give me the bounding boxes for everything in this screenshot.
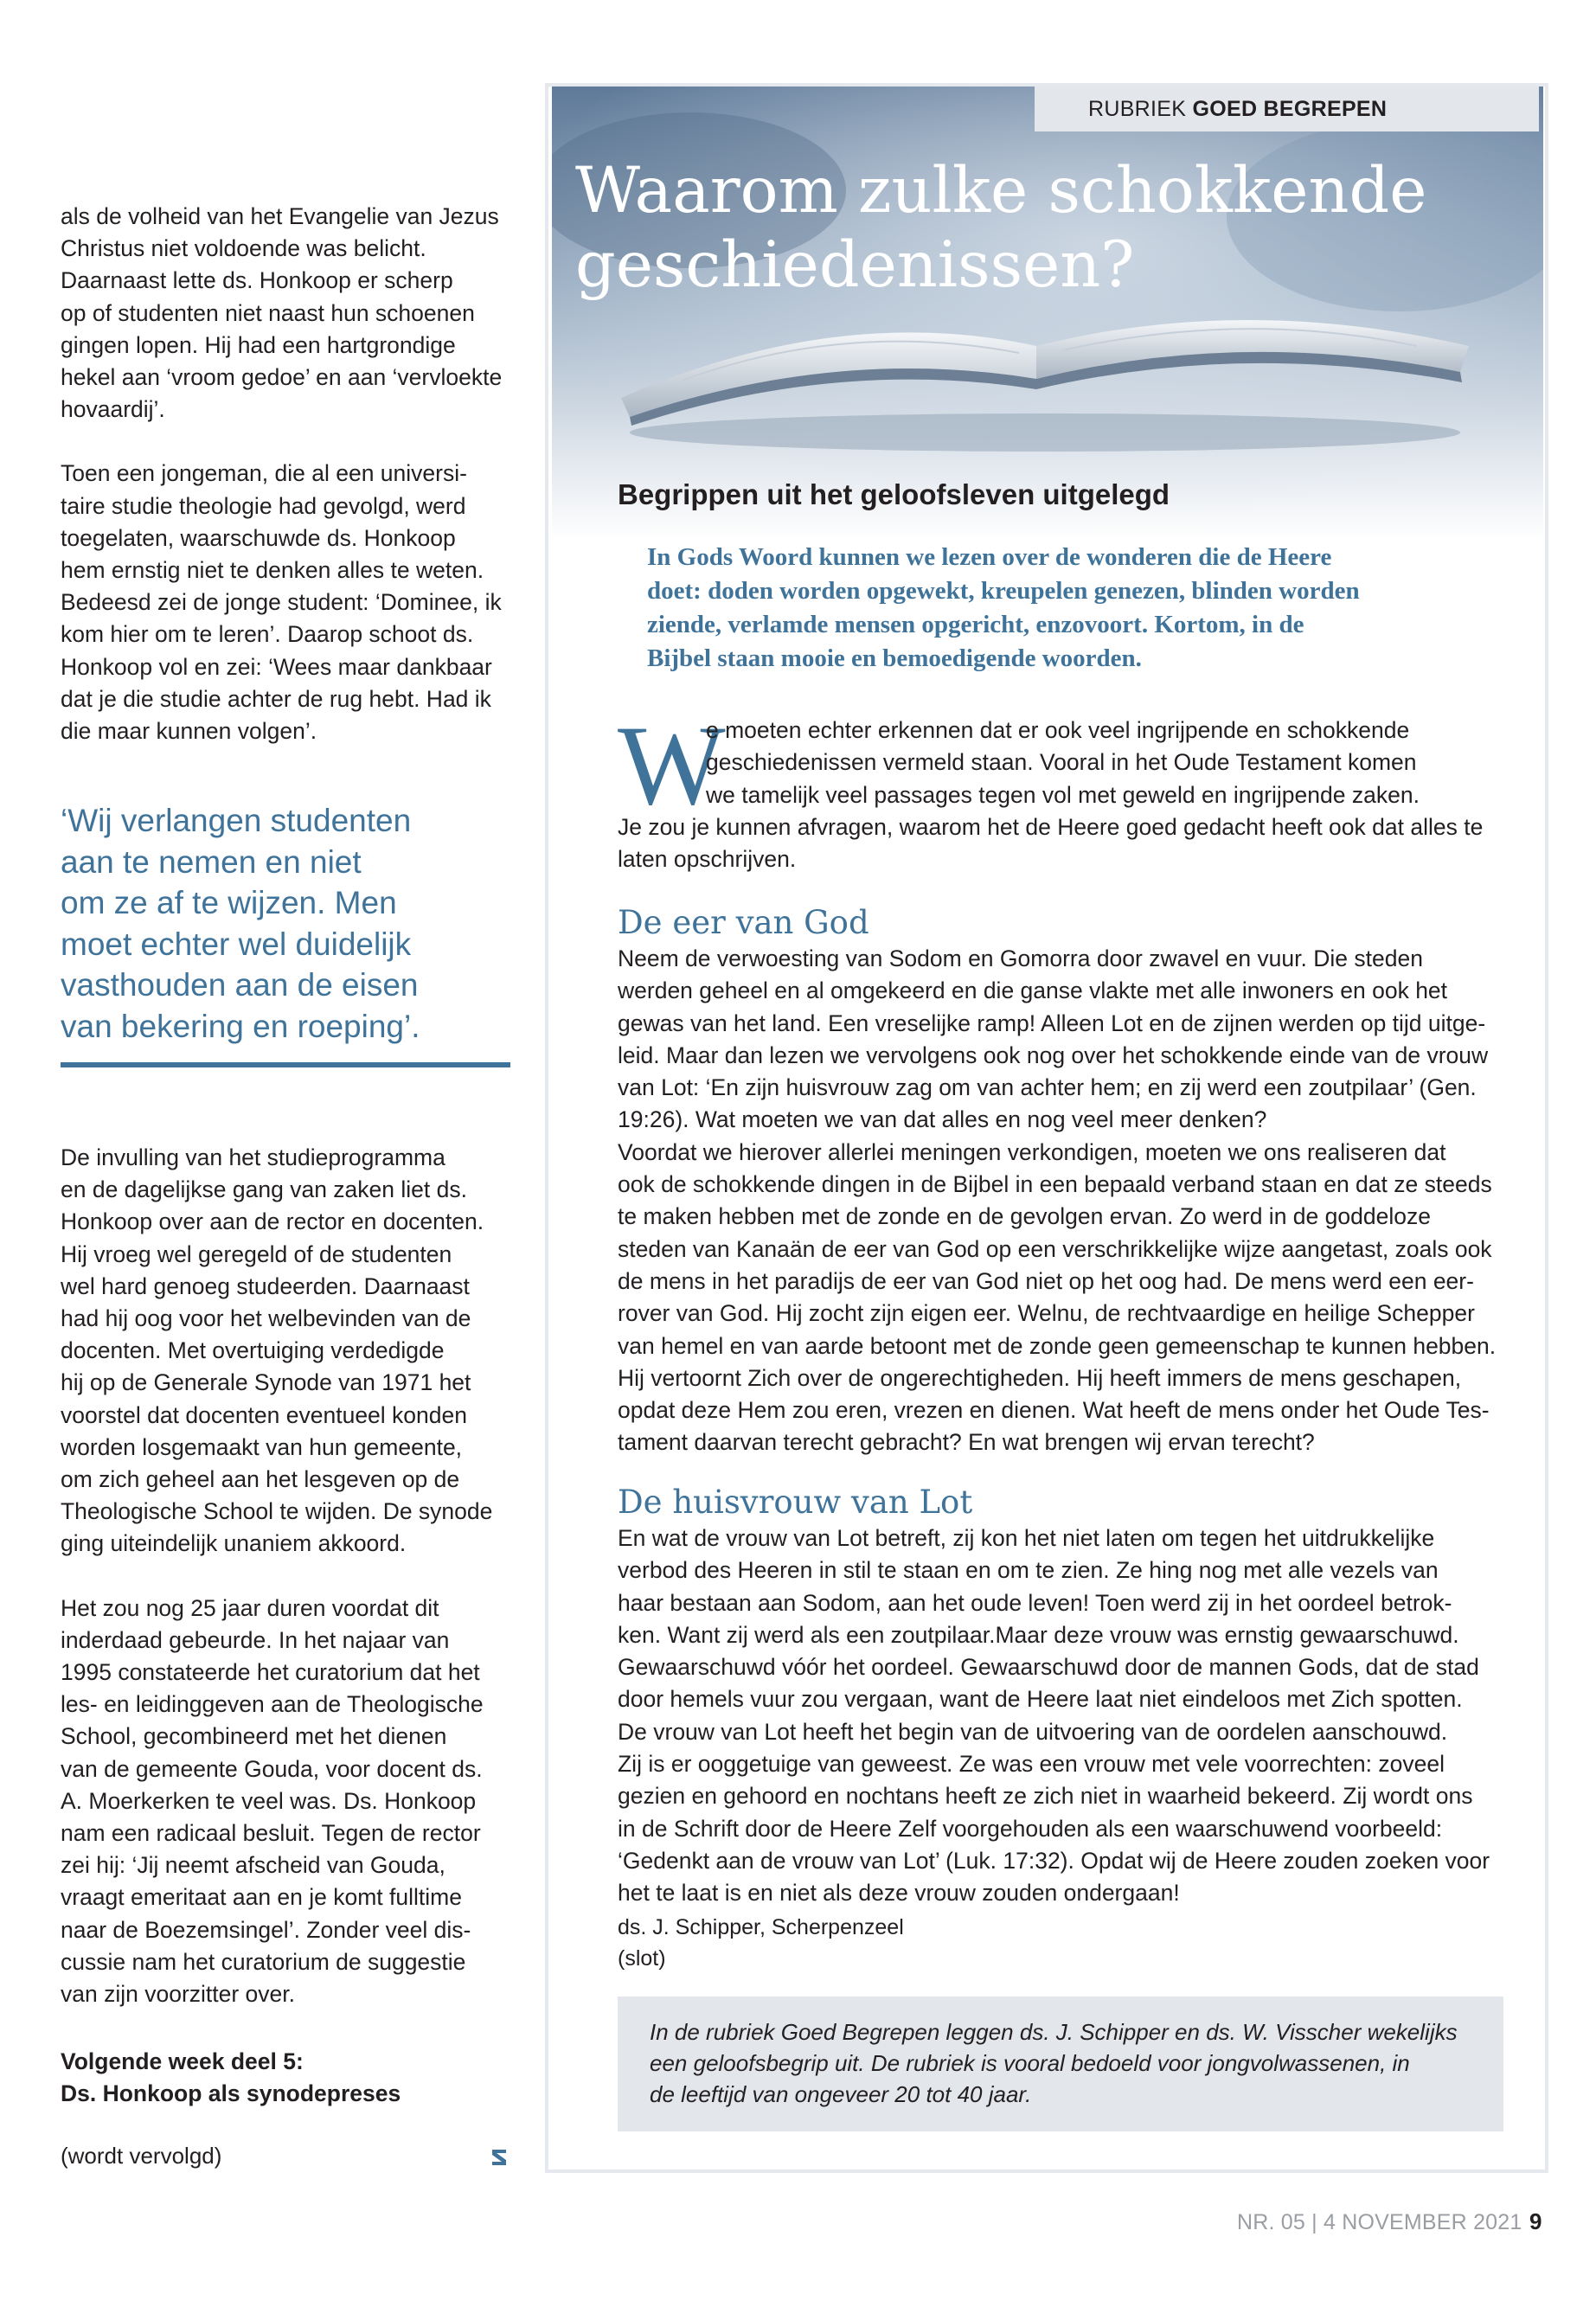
text-line: we tamelijk veel passages tegen vol met geweld en ingrijpende zaken. bbox=[706, 781, 1420, 808]
text-line: opdat deze Hem zou eren, vrezen en dienen. Wat heeft de mens onder het Oude Tes- bbox=[618, 1397, 1490, 1424]
text-line: Zij is er ooggetuige van geweest. Ze was een vrouw met vele voorrechten: zoveel bbox=[618, 1751, 1445, 1778]
text-line: steden van Kanaän de eer van God op een verschrikkelijke wijze aangetast, zoals ook bbox=[618, 1235, 1492, 1262]
author-signature bbox=[618, 1912, 904, 1974]
text-line: van de gemeente Gouda, voor docent ds. bbox=[61, 1755, 483, 1782]
text-line: die maar kunnen volgen’. bbox=[61, 718, 317, 745]
text-line: Voordat we hierover allerlei meningen verkondigen, moeten we ons realiseren dat bbox=[618, 1138, 1446, 1165]
text-line: Honkoop vol en zei: ‘Wees maar dankbaar bbox=[61, 653, 492, 680]
left-paragraph-3 bbox=[61, 1142, 519, 1561]
text-line: ook de schokkende dingen in de Bijbel in een bepaald verband staan en dat ze steeds bbox=[618, 1171, 1492, 1198]
text-line: ken. Want zij werd als een zoutpilaar.Maar deze vrouw was ernstig gewaarschuwd. bbox=[618, 1621, 1459, 1648]
column-label-name: GOED BEGREPEN bbox=[1192, 97, 1388, 121]
section-1-body bbox=[618, 943, 1500, 1459]
text-line: het te laat is en niet als deze vrouw zouden ondergaan! bbox=[618, 1880, 1180, 1907]
opening-paragraph bbox=[618, 702, 1500, 875]
text-line: hem ernstig niet te denken alles te weten. bbox=[61, 557, 484, 584]
next-week-note bbox=[61, 2046, 519, 2110]
text-line: hekel aan ‘vroom gedoe’ en aan ‘vervloekte bbox=[61, 364, 503, 391]
text-line: taire studie theologie had gevolgd, werd bbox=[61, 492, 466, 519]
drop-cap: W bbox=[618, 702, 726, 829]
text-line: de mens in het paradijs de eer van God niet op het oog had. De mens werd een eer- bbox=[618, 1267, 1474, 1294]
text-line: En wat de vrouw van Lot betreft, zij kon het niet laten om tegen het uitdrukkelijke bbox=[618, 1525, 1435, 1551]
left-column-lower bbox=[61, 1142, 519, 2010]
pull-quote-rule bbox=[61, 1062, 510, 1067]
text-line: Het zou nog 25 jaar duren voordat dit bbox=[61, 1594, 439, 1621]
issue-info: NR. 05 | 4 NOVEMBER 2021 bbox=[1237, 2210, 1522, 2234]
text-line: om zich geheel aan het lesgeven op de bbox=[61, 1466, 460, 1493]
text-line: in de Schrift door de Heere Zelf voorgehouden als een waarschuwend voorbeeld: bbox=[618, 1815, 1443, 1842]
text-line: Hij vroeg wel geregeld of de studenten bbox=[61, 1240, 452, 1267]
text-line: De invulling van het studieprogramma bbox=[61, 1144, 445, 1170]
author-name: ds. J. Schipper, Scherpenzeel bbox=[618, 1915, 904, 1939]
page-number: 9 bbox=[1529, 2208, 1542, 2234]
text-line: om ze af te wijzen. Men bbox=[61, 885, 397, 920]
to-be-continued: (wordt vervolgd) bbox=[61, 2143, 222, 2169]
text-line: Hij vertoornt Zich over de ongerechtigheden. Hij heeft immers de mens geschapen, bbox=[618, 1364, 1462, 1391]
text-line: In Gods Woord kunnen we lezen over de wonderen die de Heere bbox=[647, 543, 1332, 571]
text-line: laten opschrijven. bbox=[618, 846, 797, 873]
text-line: ziende, verlamde mensen opgericht, enzovoort. Kortom, in de bbox=[647, 611, 1304, 638]
text-line: Neem de verwoesting van Sodom en Gomorra door zwavel en vuur. Die steden bbox=[618, 945, 1423, 971]
text-line: Theologische School te wijden. De synode bbox=[61, 1498, 493, 1525]
text-line: te maken hebben met de zonde en de gevolgen ervan. Zo werd in de goddeloze bbox=[618, 1203, 1431, 1230]
text-line: Bijbel staan mooie en bemoedigende woorden. bbox=[647, 644, 1142, 672]
column-label-prefix: RUBRIEK bbox=[1088, 97, 1193, 121]
text-line: School, gecombineerd met het dienen bbox=[61, 1723, 447, 1750]
text-line: Bedeesd zei de jonge student: ‘Dominee, ik bbox=[61, 589, 502, 616]
left-paragraph-1 bbox=[61, 201, 519, 426]
text-line: moet echter wel duidelijk bbox=[61, 926, 412, 962]
text-line: vraagt emeritaat aan en je komt fulltime bbox=[61, 1884, 462, 1911]
text-line: geschiedenissen vermeld staan. Vooral in het Oude Testament komen bbox=[706, 749, 1417, 776]
text-line: gingen lopen. Hij had een hartgrondige bbox=[61, 331, 456, 358]
text-line: De vrouw van Lot heeft het begin van de uitvoering van de oordelen aanschouwd. bbox=[618, 1718, 1448, 1745]
text-line: toegelaten, waarschuwde ds. Honkoop bbox=[61, 524, 456, 551]
section-2-body bbox=[618, 1522, 1500, 1910]
text-line: en de dagelijkse gang van zaken liet ds. bbox=[61, 1176, 467, 1203]
text-line: 1995 constateerde het curatorium dat het bbox=[61, 1659, 480, 1686]
pull-quote bbox=[61, 800, 510, 1047]
text-line: rover van God. Hij zocht zijn eigen eer. Welnu, de rechtvaardige en heilige Schepper bbox=[618, 1300, 1475, 1327]
left-paragraph-2 bbox=[61, 458, 519, 747]
text-line: inderdaad gebeurde. In het najaar van bbox=[61, 1626, 450, 1653]
text-line: hij op de Generale Synode van 1971 het bbox=[61, 1369, 471, 1396]
left-column bbox=[61, 201, 519, 747]
article-subheading: Begrippen uit het geloofsleven uitgelegd bbox=[618, 478, 1170, 510]
text-line: op of studenten niet naast hun schoenen bbox=[61, 299, 475, 326]
text-line: kom hier om te leren’. Daarop schoot ds. bbox=[61, 621, 474, 648]
text-line: van Lot: ‘En zijn huisvrouw zag om van achter hem; en zij werd een zoutpilaar’ (Gen. bbox=[618, 1074, 1477, 1101]
opening-text bbox=[618, 702, 1500, 875]
text-line: verbod des Heeren in stil te staan en om te zien. Ze hing nog met alle vezels van bbox=[618, 1557, 1439, 1584]
text-line: nam een radicaal besluit. Tegen de rector bbox=[61, 1820, 481, 1847]
text-line: Toen een jongeman, die al een universi- bbox=[61, 460, 467, 487]
text-line: e moeten echter erkennen dat er ook veel ingrijpende en schokkende bbox=[706, 717, 1410, 743]
text-line: hovaardij’. bbox=[61, 396, 165, 423]
section-heading-1: De eer van God bbox=[618, 904, 869, 941]
text-line: van hemel en van aarde betoont met de zonde geen gemeenschap te kunnen hebben. bbox=[618, 1332, 1497, 1359]
article-title-line-2: geschiedenissen? bbox=[575, 228, 1135, 302]
text-line: tament daarvan terecht gebracht? En wat brengen wij ervan terecht? bbox=[618, 1429, 1315, 1456]
text-line: leid. Maar dan lezen we vervolgens ook nog over het schokkende einde van de vrouw bbox=[618, 1042, 1489, 1068]
text-line: aan te nemen en niet bbox=[61, 843, 362, 880]
text-line: ging uiteindelijk unaniem akkoord. bbox=[61, 1530, 407, 1557]
text-line: Honkoop over aan de rector en docenten. bbox=[61, 1208, 484, 1235]
article-title-line-1: Waarom zulke schokkende bbox=[575, 154, 1427, 228]
text-line: dat je die studie achter de rug hebt. Had ik bbox=[61, 685, 491, 712]
text-line: ‘Gedenkt aan de vrouw van Lot’ (Luk. 17:32). Opdat wij de Heere zouden zoeken voor bbox=[618, 1847, 1490, 1874]
article-title bbox=[575, 154, 1527, 303]
text-line: Je zou je kunnen afvragen, waarom het de Heere goed gedacht heeft ook dat alles te bbox=[618, 813, 1484, 840]
text-line: doet: doden worden opgewekt, kreupelen genezen, blinden worden bbox=[647, 577, 1360, 605]
text-line: cussie nam het curatorium de suggestie bbox=[61, 1948, 466, 1975]
text-line: van zijn voorzitter over. bbox=[61, 1981, 296, 2008]
text-line: de leeftijd van ongeveer 20 tot 40 jaar. bbox=[650, 2081, 1032, 2107]
text-line: voorstel dat docenten eventueel konden bbox=[61, 1401, 467, 1428]
text-line: ‘Wij verlangen studenten bbox=[61, 803, 412, 838]
text-line: Daarnaast lette ds. Honkoop er scherp bbox=[61, 267, 453, 294]
article-intro bbox=[647, 541, 1499, 676]
series-status: (slot) bbox=[618, 1946, 666, 1971]
text-line: Christus niet voldoende was belicht. bbox=[61, 235, 426, 262]
text-line: een geloofsbegrip uit. De rubriek is vooral bedoeld voor jongvolwassenen, in bbox=[650, 2050, 1410, 2076]
section-heading-2: De huisvrouw van Lot bbox=[618, 1484, 973, 1521]
section-1-text bbox=[618, 943, 1500, 1459]
text-line: als de volheid van het Evangelie van Jezus bbox=[61, 203, 499, 229]
text-line: door hemels vuur zou vergaan, want de Heere laat niet eindeloos met Zich spotten. bbox=[618, 1686, 1463, 1713]
text-line: In de rubriek Goed Begrepen leggen ds. J. Schipper en ds. W. Visscher wekelijks bbox=[650, 2019, 1458, 2045]
text-line: Gewaarschuwd vóór het oordeel. Gewaarschuwd door de mannen Gods, dat de stad bbox=[618, 1654, 1479, 1681]
text-line: naar de Boezemsingel’. Zonder veel dis- bbox=[61, 1916, 471, 1943]
text-line: les- en leidinggeven aan de Theologische bbox=[61, 1691, 484, 1718]
text-line: A. Moerkerken te veel was. Ds. Honkoop bbox=[61, 1787, 477, 1814]
text-line: van bekering en roeping’. bbox=[61, 1008, 420, 1044]
text-line: worden losgemaakt van hun gemeente, bbox=[61, 1433, 463, 1460]
text-line: haar bestaan aan Sodom, aan het oude leven! Toen werd zij in het oordeel betrok- bbox=[618, 1589, 1452, 1616]
end-mark-icon bbox=[489, 2147, 510, 2168]
text-line: 19:26). Wat moeten we van dat alles en nog veel meer denken? bbox=[618, 1106, 1267, 1133]
text-line: wel hard genoeg studeerden. Daarnaast bbox=[61, 1272, 470, 1299]
column-info-box bbox=[618, 1997, 1503, 2131]
text-line: vasthouden aan de eisen bbox=[61, 967, 419, 1003]
section-2-text bbox=[618, 1522, 1500, 1910]
left-paragraph-4 bbox=[61, 1593, 519, 2011]
text-line: gezien en gehoord en nochtans heeft ze zich niet in waarheid bekeerd. Zij wordt ons bbox=[618, 1783, 1473, 1810]
column-label bbox=[1035, 87, 1539, 131]
text-line: gewas van het land. Een vreselijke ramp! Alleen Lot en de zijnen werden op tijd uitge- bbox=[618, 1009, 1486, 1036]
text-line: had hij oog voor het welbevinden van de bbox=[61, 1305, 471, 1332]
text-line: zei hij: ‘Jij neemt afscheid van Gouda, bbox=[61, 1852, 445, 1879]
next-week-line-1: Volgende week deel 5: bbox=[61, 2048, 304, 2074]
text-line: werden geheel en al omgekeerd en die ganse vlakte met alle inwoners en ook het bbox=[618, 977, 1448, 1004]
next-week-line-2: Ds. Honkoop als synodepreses bbox=[61, 2080, 401, 2106]
text-line: docenten. Met overtuiging verdedigde bbox=[61, 1337, 445, 1364]
